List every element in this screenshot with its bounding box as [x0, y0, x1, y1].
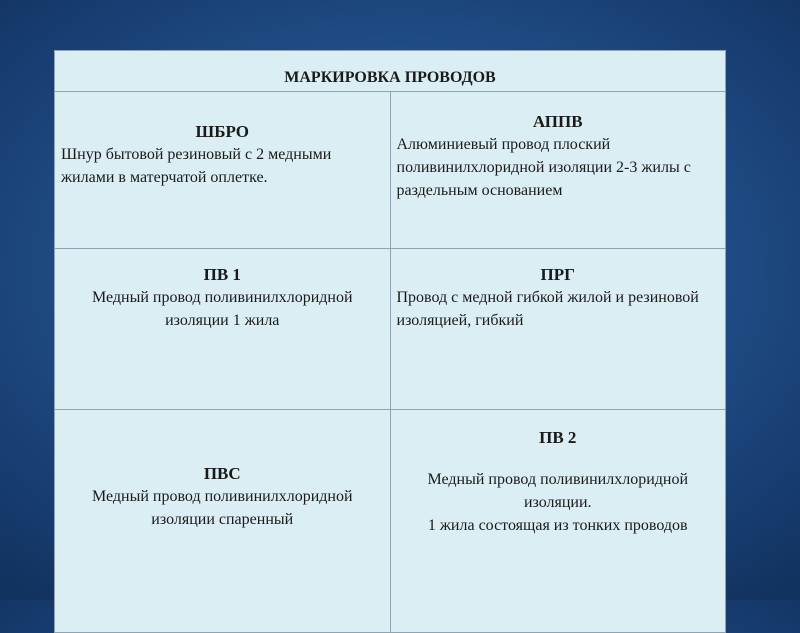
- wire-code: ПВС: [203, 464, 241, 483]
- wire-code: ШБРО: [195, 122, 249, 141]
- wire-code: ПВ 2: [539, 428, 577, 447]
- cell-pv1: [55, 249, 391, 410]
- cell-prg: [390, 249, 726, 410]
- wire-description: Алюминиевый провод плоский поливинилхлоридной изоляции 2-3 жилы с раздельным основанием: [396, 136, 691, 199]
- cell-pvs: [55, 410, 391, 633]
- wire-code: ПВ 1: [203, 265, 241, 284]
- wire-description-line-2: 1 жила состоящая из тонких проводов: [427, 517, 688, 534]
- wire-code: АППВ: [532, 112, 583, 131]
- wire-description: Медный провод поливинилхлоридной изоляции спаренный: [91, 488, 353, 528]
- cell-pv2: [390, 410, 726, 633]
- wire-marking-table: [54, 50, 726, 633]
- wire-code: ПРГ: [540, 265, 575, 284]
- wire-description: Шнур бытовой резиновый с 2 медными жилами в матерчатой оплетке.: [61, 146, 332, 186]
- wire-description: Медный провод поливинилхлоридной изоляции.: [427, 471, 689, 511]
- cell-appv: [390, 92, 726, 249]
- table-title: МАРКИРОВКА ПРОВОДОВ: [55, 51, 726, 92]
- wire-description: Медный провод поливинилхлоридной изоляции 1 жила: [91, 289, 353, 329]
- wire-description: Провод с медной гибкой жилой и резиновой изоляцией, гибкий: [396, 289, 699, 329]
- cell-shbro: [55, 92, 391, 249]
